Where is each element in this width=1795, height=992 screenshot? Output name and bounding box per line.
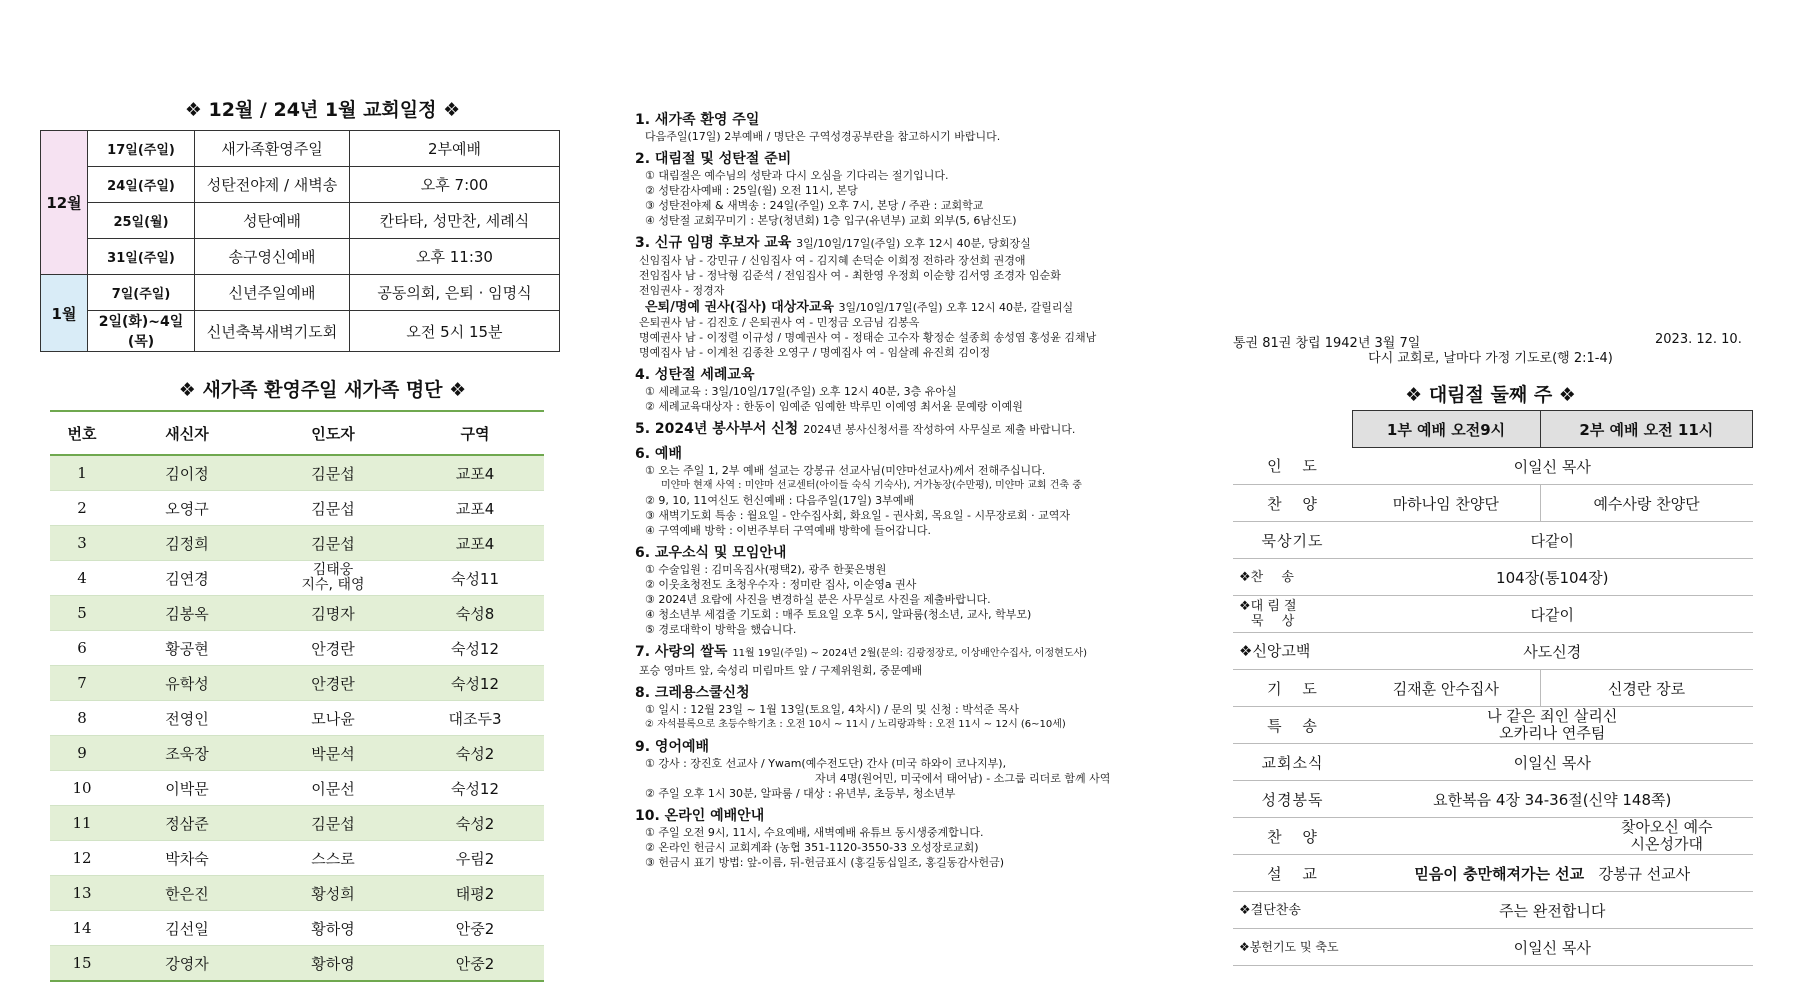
schedule-detail: 공동의회, 은퇴 · 임명식 xyxy=(350,275,560,311)
news-line: 미얀마 현재 사역 : 미얀마 선교센터(아이들 숙식 기숙사), 거가농장(수만평), 미얀마 교회 건축 중 xyxy=(661,480,1082,491)
news-subheading-info: 3일/10일/17일(주일) 오후 12시 40분, 갈릴리실 xyxy=(838,301,1074,314)
order-row xyxy=(1233,892,1753,929)
news-line: ③ 새벽기도회 특송 : 월요일 - 안수집사회, 화요일 - 권사회, 목요일 - 시무장로회 · 교역자 xyxy=(645,509,1070,522)
schedule-date: 7일(주일) xyxy=(88,275,195,311)
order-label-line1: ❖대 림 절 xyxy=(1239,599,1297,614)
row-number: 5 xyxy=(50,596,114,631)
schedule-event: 신년축복새벽기도회 xyxy=(195,311,350,352)
sermon-preacher: 강봉규 선교사 xyxy=(1598,864,1691,883)
schedule-date: 2일(화)~4일(목) xyxy=(88,311,195,352)
order-value xyxy=(1352,707,1753,744)
news-line: 자녀 4명(원어민, 미국에서 태어남) - 소그룹 리더로 함께 사역 xyxy=(815,772,1111,785)
month-december: 12월 xyxy=(41,131,88,275)
news-line: 신임집사 남 - 강민규 / 신임집사 여 - 김지혜 손덕순 이희정 전하라 장선희 권경애 xyxy=(639,254,1026,267)
table-row xyxy=(50,526,544,561)
row-area: 대조두3 xyxy=(406,701,544,736)
newfamily-title: ❖ 새가족 환영주일 새가족 명단 ❖ xyxy=(178,379,467,401)
news-line: ② 9, 10, 11여신도 헌신예배 : 다음주일(17일) 3부예배 xyxy=(645,494,914,507)
order-row xyxy=(1233,596,1753,633)
news-heading: 9. 영어예배 xyxy=(635,739,710,755)
news-heading-info: 2024년 봉사신청서를 작성하여 사무실로 제출 바랍니다. xyxy=(803,423,1076,436)
news-line: ④ 구역예배 방학 : 이번주부터 구역예배 방학에 들어갑니다. xyxy=(645,524,931,537)
schedule-row xyxy=(41,275,560,311)
row-number: 14 xyxy=(50,911,114,946)
row-guide: 모나윤 xyxy=(260,701,406,736)
order-label xyxy=(1233,596,1352,633)
news-line: ① 주일 오전 9시, 11시, 수요예배, 새벽예배 유튜브 동시생중계합니다. xyxy=(645,826,984,839)
row-area: 교포4 xyxy=(406,526,544,561)
row-newcomer: 오영구 xyxy=(114,491,260,526)
table-row xyxy=(50,946,544,982)
news-line: ① 강사 : 장진호 선교사 / Ywam(예수전도단) 간사 (미국 하와이 코나지부), xyxy=(645,757,1007,770)
row-area: 숙성12 xyxy=(406,666,544,701)
order-label: 특 송 xyxy=(1233,707,1352,744)
row-newcomer: 김연경 xyxy=(114,561,260,596)
row-area: 교포4 xyxy=(406,491,544,526)
header-area: 구역 xyxy=(406,411,544,455)
order-label: 인 도 xyxy=(1233,448,1352,485)
row-newcomer: 김봉옥 xyxy=(114,596,260,631)
news-line: 전임권사 - 정경자 xyxy=(639,284,725,297)
table-row xyxy=(50,596,544,631)
order-value xyxy=(1352,855,1753,892)
row-number: 8 xyxy=(50,701,114,736)
news-line: 은퇴권사 남 - 김진호 / 은퇴권사 여 - 민정금 오금님 김봉옥 xyxy=(639,316,920,329)
order-row xyxy=(1233,448,1753,485)
row-number: 15 xyxy=(50,946,114,982)
schedule-event: 신년주일예배 xyxy=(195,275,350,311)
order-row xyxy=(1233,781,1753,818)
news-heading-info: 11월 19일(주일) ~ 2024년 2월(문의: 김광정장로, 이상배안수집사, 이정현도사) xyxy=(732,648,1088,659)
news-line: ② 이웃초청전도 초청우수자 : 정미란 집사, 이순영a 권사 xyxy=(645,578,917,591)
row-guide: 김문섭 xyxy=(260,526,406,561)
schedule-title: ❖ 12월 / 24년 1월 교회일정 ❖ xyxy=(184,99,461,121)
schedule-row xyxy=(41,239,560,275)
order-label: 성경봉독 xyxy=(1233,781,1352,818)
schedule-detail: 오후 11:30 xyxy=(350,239,560,275)
row-area: 숙성11 xyxy=(406,561,544,596)
row-number: 11 xyxy=(50,806,114,841)
order-row xyxy=(1233,855,1753,892)
row-newcomer: 황공현 xyxy=(114,631,260,666)
row-number: 9 xyxy=(50,736,114,771)
order-label: 찬 양 xyxy=(1233,818,1352,855)
table-row xyxy=(50,455,544,491)
announcements xyxy=(635,105,1180,870)
order-label: ❖봉헌기도 및 축도 xyxy=(1233,929,1352,966)
row-guide: 황하영 xyxy=(260,946,406,982)
sermon-title: 믿음이 충만해져가는 선교 xyxy=(1414,864,1585,883)
news-heading: 6. 교우소식 및 모임안내 xyxy=(635,545,787,561)
row-number: 4 xyxy=(50,561,114,596)
row-guide: 김명자 xyxy=(260,596,406,631)
month-january: 1월 xyxy=(41,275,88,352)
order-row xyxy=(1233,633,1753,670)
news-line: 명예권사 남 - 이정렬 이규성 / 명예권사 여 - 정태순 고수자 황정순 설종희 송성염 홍성윤 김채남 xyxy=(639,331,1097,344)
order-value: 요한복음 4장 34-36절(신약 148쪽) xyxy=(1352,781,1753,818)
order-row xyxy=(1233,485,1753,522)
row-number: 13 xyxy=(50,876,114,911)
news-line: ② 성탄감사예배 : 25일(월) 오전 11시, 본당 xyxy=(645,184,858,197)
header-newcomer: 새신자 xyxy=(114,411,260,455)
news-heading: 1. 새가족 환영 주일 xyxy=(635,112,760,128)
news-line: ② 주일 오후 1시 30분, 알파룸 / 대상 : 유년부, 초등부, 청소년부 xyxy=(645,787,956,800)
schedule-event: 송구영신예배 xyxy=(195,239,350,275)
row-area: 숙성8 xyxy=(406,596,544,631)
service-1-header: 1부 예배 오전9시 xyxy=(1352,411,1540,448)
row-number: 3 xyxy=(50,526,114,561)
row-newcomer: 김이정 xyxy=(114,455,260,491)
order-row xyxy=(1233,818,1753,855)
news-line: 포승 영마트 앞, 숙성리 미림마트 앞 / 구제위원회, 중문예배 xyxy=(639,664,923,677)
newfamily-header-row xyxy=(50,411,544,455)
row-number: 10 xyxy=(50,771,114,806)
schedule-detail: 오후 7:00 xyxy=(350,167,560,203)
order-row xyxy=(1233,929,1753,966)
schedule-date: 24일(주일) xyxy=(88,167,195,203)
news-heading: 2. 대림절 및 성탄절 준비 xyxy=(635,151,792,167)
bulletin-date: 2023. 12. 10. xyxy=(1655,332,1742,347)
order-row xyxy=(1233,707,1753,744)
row-guide: 안경란 xyxy=(260,631,406,666)
worship-title: ❖ 대림절 둘째 주 ❖ xyxy=(1405,384,1576,406)
row-area: 교포4 xyxy=(406,455,544,491)
row-guide-line1: 김태웅 xyxy=(312,562,354,578)
row-number: 1 xyxy=(50,455,114,491)
news-subheading xyxy=(635,300,1180,315)
news-heading: 4. 성탄절 세례교육 xyxy=(635,367,755,383)
news-heading-text: 5. 2024년 봉사부서 신청 xyxy=(635,421,799,437)
order-row xyxy=(1233,670,1753,707)
worship-order-table xyxy=(1233,410,1753,966)
schedule-date: 31일(주일) xyxy=(88,239,195,275)
volume-info: 통권 81권 창립 1942년 3월 7일 xyxy=(1233,336,1421,351)
order-row xyxy=(1233,522,1753,559)
news-heading xyxy=(635,643,1180,663)
news-line: 전임집사 남 - 정낙형 김준석 / 전임집사 여 - 최한영 우정희 이순향 김서영 조경자 임순화 xyxy=(639,269,1061,282)
news-line: ① 대림절은 예수님의 성탄과 다시 오심을 기다리는 절기입니다. xyxy=(645,169,949,182)
row-number: 2 xyxy=(50,491,114,526)
row-area: 숙성2 xyxy=(406,806,544,841)
schedule-detail: 칸타타, 성만찬, 세례식 xyxy=(350,203,560,239)
row-newcomer: 박차숙 xyxy=(114,841,260,876)
row-guide: 황하영 xyxy=(260,911,406,946)
row-guide: 스스로 xyxy=(260,841,406,876)
order-label: 기 도 xyxy=(1233,670,1352,707)
news-line: ① 일시 : 12월 23일 ~ 1월 13일(토요일, 4차시) / 문의 및 신청 : 박석준 목사 xyxy=(645,703,1019,716)
news-heading: 8. 크레용스쿨신청 xyxy=(635,685,750,701)
row-area: 숙성2 xyxy=(406,736,544,771)
schedule-detail: 오전 5시 15분 xyxy=(350,311,560,352)
newfamily-table xyxy=(50,410,544,982)
order-value-line1: 찾아오신 예수 xyxy=(1620,818,1713,836)
schedule-date: 25일(월) xyxy=(88,203,195,239)
order-value: 104장(통104장) xyxy=(1352,559,1753,596)
table-row xyxy=(50,876,544,911)
row-guide: 김문섭 xyxy=(260,455,406,491)
row-guide: 박문석 xyxy=(260,736,406,771)
news-line: ② 세례교육대상자 : 한동이 임예준 임예한 박루민 이예영 최서윤 문예랑 이예원 xyxy=(645,400,1023,413)
row-newcomer: 조욱장 xyxy=(114,736,260,771)
schedule-table xyxy=(40,130,560,352)
news-line: ① 세례교육 : 3일/10일/17일(주일) 오후 12시 40분, 3층 유아실 xyxy=(645,385,957,398)
order-label: 교회소식 xyxy=(1233,744,1352,781)
news-heading: 6. 예배 xyxy=(635,446,682,462)
header-guide: 인도자 xyxy=(260,411,406,455)
row-area: 태평2 xyxy=(406,876,544,911)
news-heading: 10. 온라인 예배안내 xyxy=(635,808,765,824)
table-row xyxy=(50,911,544,946)
row-newcomer: 김선일 xyxy=(114,911,260,946)
news-line: ② 자석블록으로 초등수학기초 : 오전 10시 ~ 11시 / 노리랑과학 : 오전 11시 ~ 12시 (6~10세) xyxy=(645,719,1066,730)
table-row xyxy=(50,841,544,876)
row-guide-line2: 지수, 태영 xyxy=(301,577,365,593)
news-heading-info: 3일/10일/17일(주일) 오후 12시 40분, 당회장실 xyxy=(796,237,1031,250)
row-guide xyxy=(260,561,406,596)
row-newcomer: 이박문 xyxy=(114,771,260,806)
row-area: 숙성12 xyxy=(406,771,544,806)
row-area: 안중2 xyxy=(406,946,544,982)
order-value: 다같이 xyxy=(1352,596,1753,633)
order-value: 사도신경 xyxy=(1352,633,1753,670)
row-number: 6 xyxy=(50,631,114,666)
row-guide: 김문섭 xyxy=(260,491,406,526)
schedule-event: 새가족환영주일 xyxy=(195,131,350,167)
order-value-line2: 시온성가대 xyxy=(1630,835,1703,853)
schedule-detail: 2부예배 xyxy=(350,131,560,167)
service-header-row xyxy=(1233,411,1753,448)
order-value-1: 김재훈 안수집사 xyxy=(1352,670,1540,707)
order-value xyxy=(1352,818,1753,855)
row-area: 안중2 xyxy=(406,911,544,946)
order-label: 찬 양 xyxy=(1233,485,1352,522)
order-value: 주는 완전합니다 xyxy=(1352,892,1753,929)
schedule-row xyxy=(41,167,560,203)
order-label: ❖결단찬송 xyxy=(1233,892,1352,929)
news-line: ③ 2024년 요람에 사진을 변경하실 분은 사무실로 사진을 제출바랍니다. xyxy=(645,593,991,606)
row-area: 우림2 xyxy=(406,841,544,876)
schedule-row xyxy=(41,203,560,239)
order-value-line2: 오카리나 연주팀 xyxy=(1499,724,1606,742)
row-newcomer: 강영자 xyxy=(114,946,260,982)
news-line: 명예집사 남 - 이계천 김종찬 오영구 / 명예집사 여 - 임살례 유진희 김이정 xyxy=(639,346,991,359)
news-subheading-text: 은퇴/명예 권사(집사) 대상자교육 xyxy=(645,300,834,315)
order-label-line2: 묵 상 xyxy=(1251,614,1295,629)
table-row xyxy=(50,806,544,841)
table-row xyxy=(50,631,544,666)
row-number: 12 xyxy=(50,841,114,876)
row-guide: 김문섭 xyxy=(260,806,406,841)
order-value: 이일신 목사 xyxy=(1352,744,1753,781)
news-line: ① 오는 주일 1, 2부 예배 설교는 강봉규 선교사님(미얀마선교사)께서 전해주십니다. xyxy=(645,464,1046,477)
news-heading xyxy=(635,420,1180,439)
news-line: ③ 헌금시 표기 방법: 앞-이름, 뒤-헌금표시 (홍길동십일조, 홍길동감사헌금) xyxy=(645,856,1005,869)
table-row xyxy=(50,491,544,526)
schedule-event: 성탄예배 xyxy=(195,203,350,239)
news-heading xyxy=(635,234,1180,253)
news-heading-text: 3. 신규 임명 후보자 교육 xyxy=(635,235,792,251)
order-value: 이일신 목사 xyxy=(1352,929,1753,966)
order-value-line1: 나 같은 죄인 살리신 xyxy=(1487,707,1618,725)
table-row xyxy=(50,736,544,771)
table-row xyxy=(50,701,544,736)
service-2-header: 2부 예배 오전 11시 xyxy=(1540,411,1752,448)
row-number: 7 xyxy=(50,666,114,701)
order-label: 묵상기도 xyxy=(1233,522,1352,559)
order-value: 이일신 목사 xyxy=(1352,448,1753,485)
news-line: ② 온라인 헌금시 교회계좌 (농협 351-1120-3550-33 오성장로교회) xyxy=(645,841,979,854)
schedule-date: 17일(주일) xyxy=(88,131,195,167)
row-newcomer: 유학성 xyxy=(114,666,260,701)
schedule-event: 성탄전야제 / 새벽송 xyxy=(195,167,350,203)
news-line: 다음주일(17일) 2부예배 / 명단은 구역성경공부란을 참고하시기 바랍니다. xyxy=(645,130,1001,143)
row-guide: 안경란 xyxy=(260,666,406,701)
table-row xyxy=(50,666,544,701)
order-value-2: 예수사랑 찬양단 xyxy=(1540,485,1752,522)
row-newcomer: 정삼준 xyxy=(114,806,260,841)
row-guide: 황성희 xyxy=(260,876,406,911)
news-line: ① 수술입원 : 김미옥집사(평택2), 광주 한꽃은병원 xyxy=(645,563,887,576)
order-label: 설 교 xyxy=(1233,855,1352,892)
order-value: 다같이 xyxy=(1352,522,1753,559)
row-area: 숙성12 xyxy=(406,631,544,666)
header-number: 번호 xyxy=(50,411,114,455)
news-line: ③ 성탄전야제 & 새벽송 : 24일(주일) 오후 7시, 본당 / 주관 : 교회학교 xyxy=(645,199,984,212)
news-heading-text: 7. 사랑의 쌀독 xyxy=(635,644,728,660)
order-value-2: 신경란 장로 xyxy=(1540,670,1752,707)
schedule-row xyxy=(41,131,560,167)
order-label: ❖찬 송 xyxy=(1233,559,1352,596)
order-label: ❖신앙고백 xyxy=(1233,633,1352,670)
row-newcomer: 한은진 xyxy=(114,876,260,911)
news-line: ⑤ 경로대학이 방학을 했습니다. xyxy=(645,623,797,636)
order-row xyxy=(1233,559,1753,596)
news-line: ④ 청소년부 세겹줄 기도회 : 매주 토요일 오후 5시, 알파룸(청소년, 교사, 학부모) xyxy=(645,608,1032,621)
table-row xyxy=(50,561,544,596)
row-guide: 이문선 xyxy=(260,771,406,806)
news-line: ④ 성탄절 교회꾸미기 : 본당(청년회) 1층 입구(유년부) 교회 외부(5, 6남신도) xyxy=(645,214,1017,227)
schedule-row xyxy=(41,311,560,352)
order-row xyxy=(1233,744,1753,781)
table-row xyxy=(50,771,544,806)
row-newcomer: 김정희 xyxy=(114,526,260,561)
bulletin-motto: 다시 교회로, 날마다 가정 기도로(행 2:1-4) xyxy=(1368,351,1613,366)
order-value-1: 마하나임 찬양단 xyxy=(1352,485,1540,522)
row-newcomer: 전영인 xyxy=(114,701,260,736)
